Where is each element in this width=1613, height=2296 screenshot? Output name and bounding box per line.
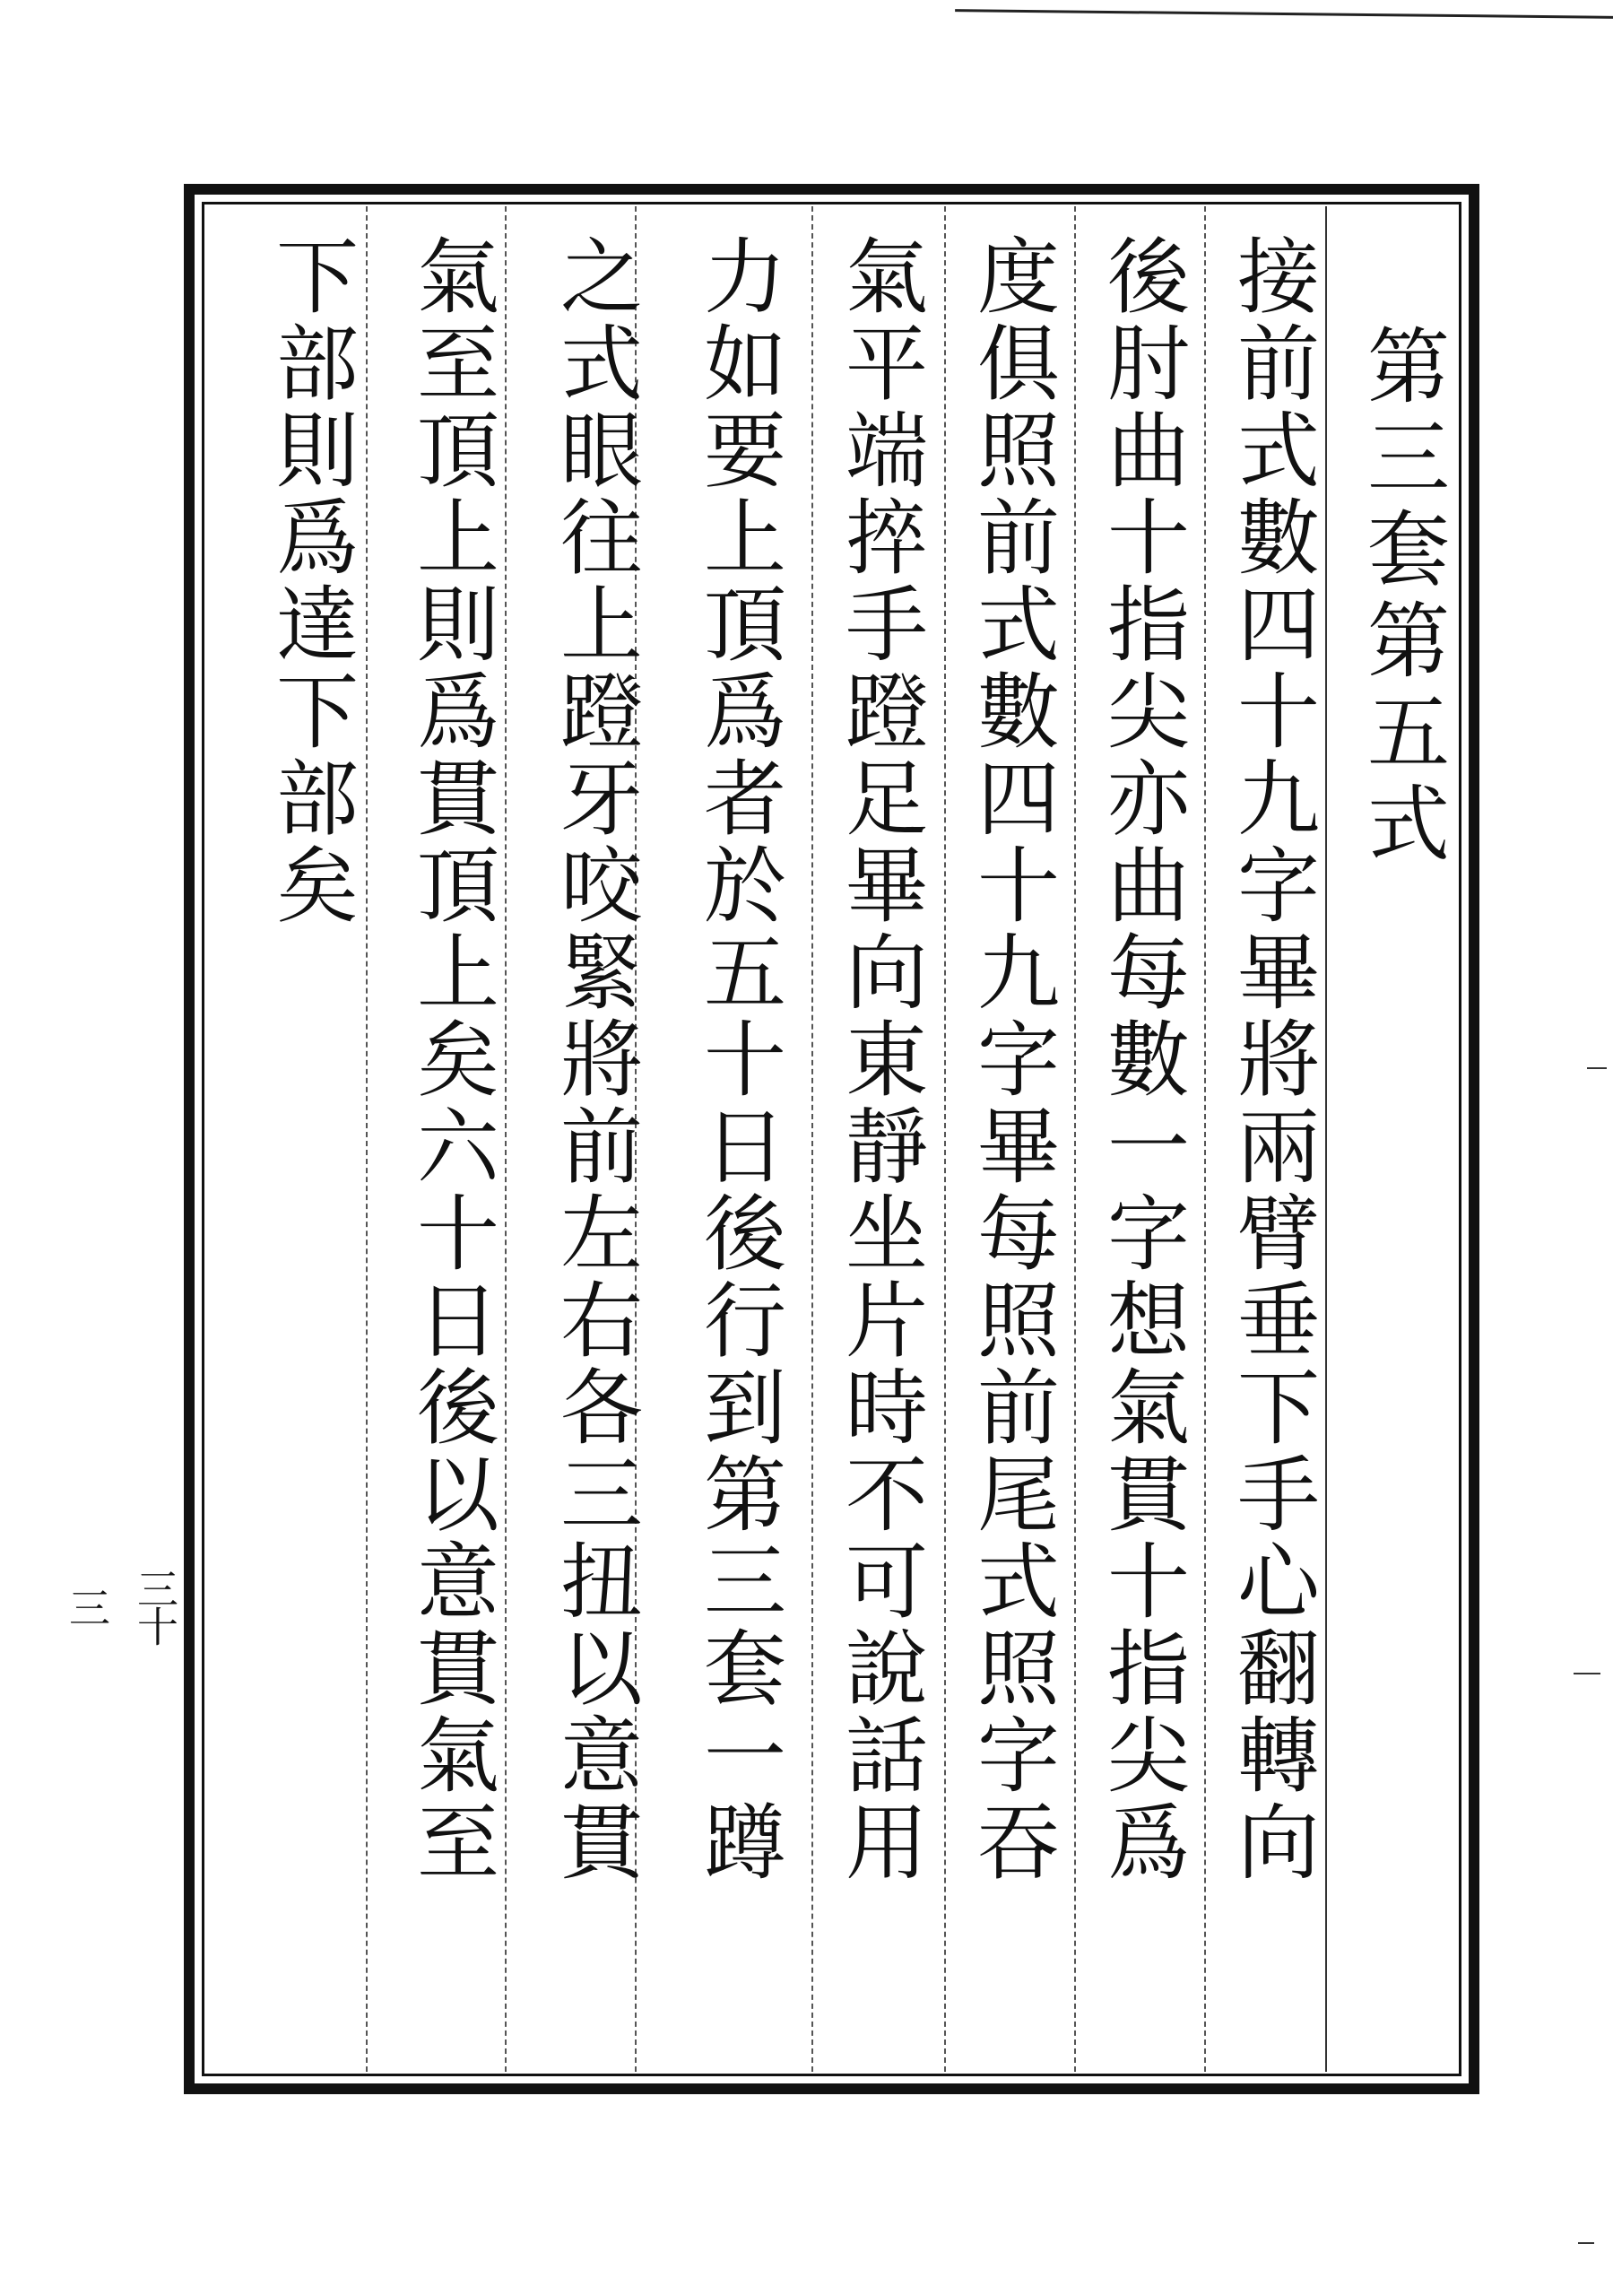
section-title: 第三套第五式 — [1354, 323, 1450, 872]
text-column-6: 之式眼往上蹬牙咬緊將前左右各三扭以意貫 — [547, 233, 643, 1886]
page-number: 三十三 — [63, 1568, 179, 1643]
scan-speck — [1578, 2242, 1594, 2244]
page-edge-rule — [955, 9, 1613, 39]
scan-speck — [1574, 1673, 1600, 1674]
column-divider — [1074, 206, 1076, 2072]
text-column-3: 度俱照前式數四十九字畢每照前尾式照字吞 — [964, 233, 1060, 1886]
text-column-1: 接前式數四十九字畢將兩臂垂下手心翻轉向 — [1224, 233, 1320, 1886]
scan-speck — [1587, 1067, 1607, 1069]
column-divider — [811, 206, 813, 2072]
text-column-2: 後肘曲十指尖亦曲每數一字想氣貫十指尖爲 — [1094, 233, 1190, 1886]
text-column-8: 下部則爲達下部矣 — [263, 233, 359, 929]
text-column-4: 氣平端捽手蹬足畢向東靜坐片時不可說話用 — [832, 233, 928, 1886]
column-divider — [1204, 206, 1206, 2072]
column-divider — [944, 206, 946, 2072]
text-column-5: 力如要上頂爲者於五十日後行到第三套一蹲 — [690, 233, 786, 1886]
text-column-7: 氣至頂上則爲貫頂上矣六十日後以意貫氣至 — [403, 233, 499, 1886]
